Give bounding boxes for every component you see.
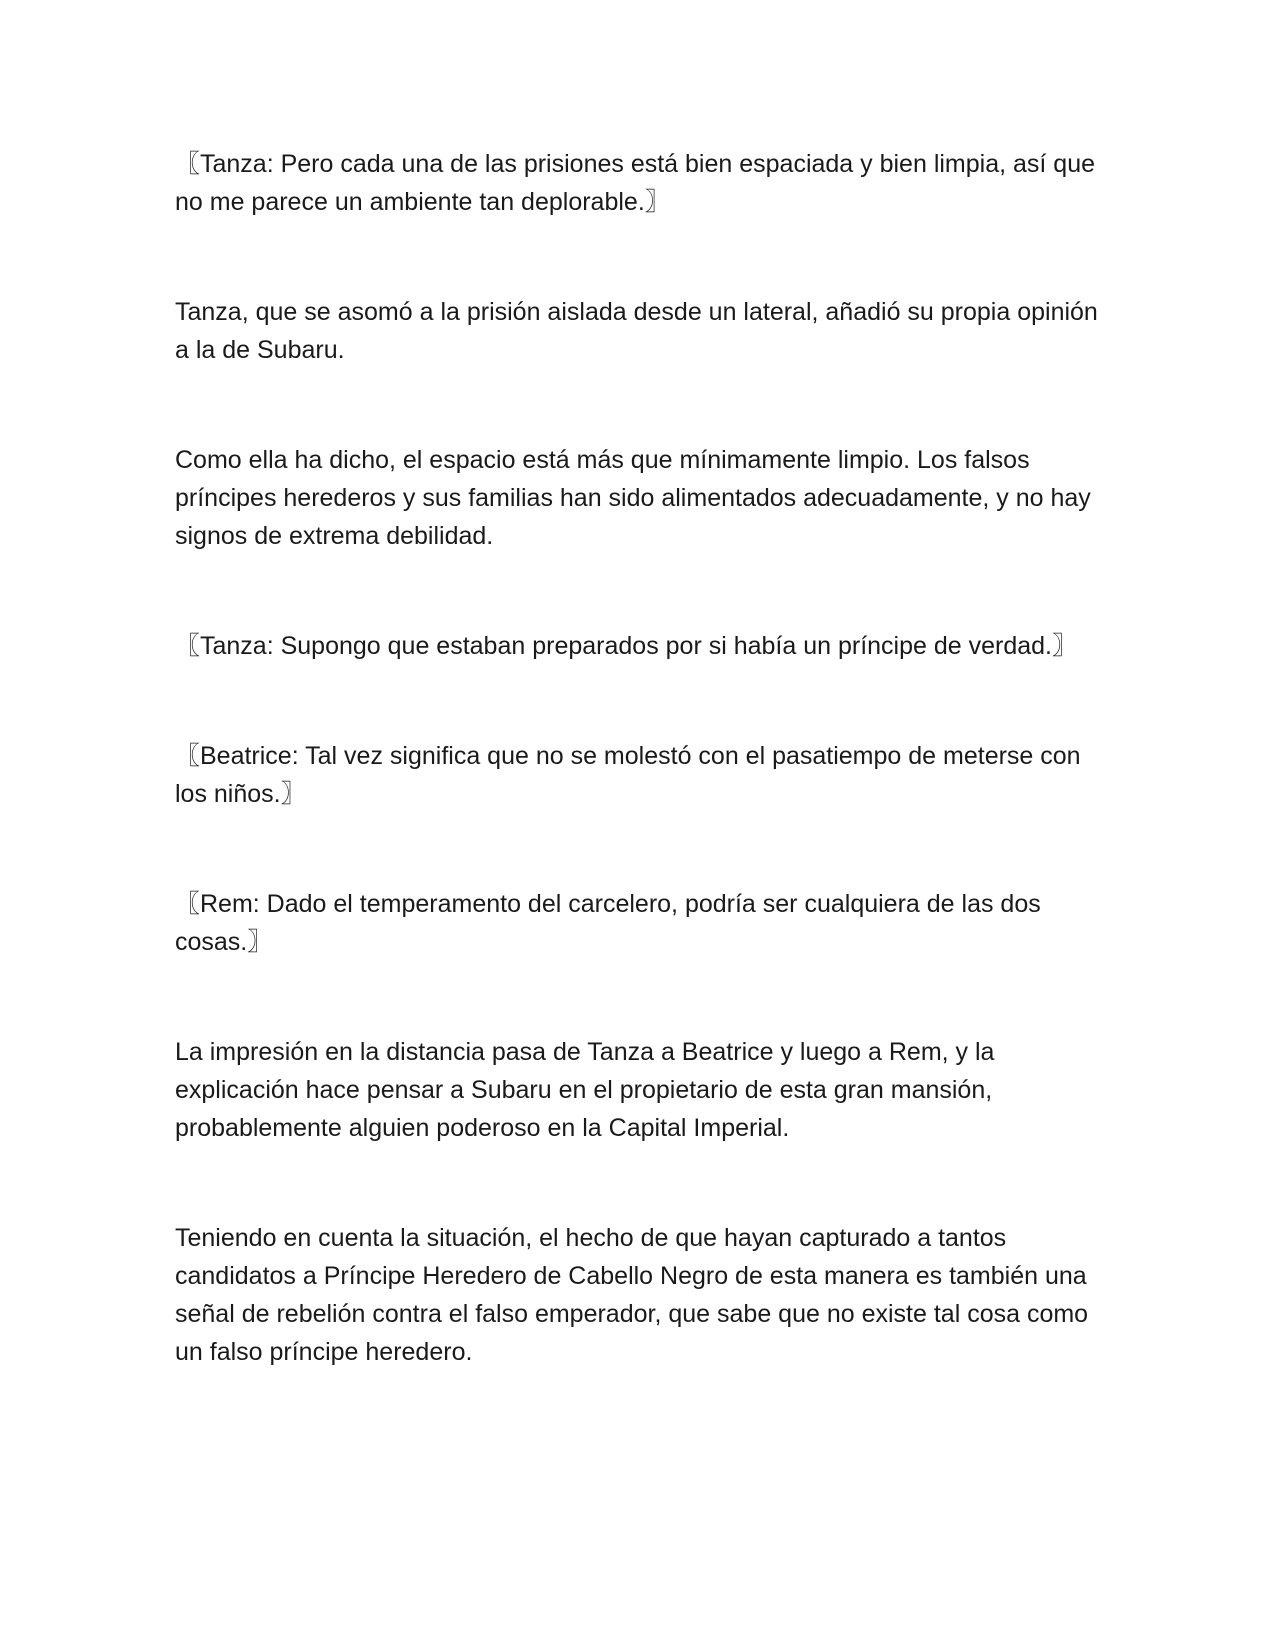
dialogue-paragraph: 〖Beatrice: Tal vez significa que no se molestó con el pasatiempo de meterse con los niños.〗	[175, 742, 1081, 808]
narration-paragraph: Como ella ha dicho, el espacio está más que mínimamente limpio. Los falsos príncipes herederos y sus familias han sido alimentados adecuadamente, y no hay signos de extrema debilidad.	[175, 446, 1091, 550]
document-body	[175, 145, 1115, 1371]
dialogue-paragraph: 〖Tanza: Supongo que estaban preparados por si había un príncipe de verdad.〗	[175, 632, 1078, 660]
narration-paragraph: Tanza, que se asomó a la prisión aislada desde un lateral, añadió su propia opinión a la de Subaru.	[175, 298, 1098, 364]
narration-paragraph: Teniendo en cuenta la situación, el hecho de que hayan capturado a tantos candidatos a Príncipe Heredero de Cabello Negro de esta manera es también una señal de rebelión contra el falso emperador, que sabe que no existe tal cosa como un falso príncipe heredero.	[175, 1224, 1089, 1366]
dialogue-paragraph: 〖Rem: Dado el temperamento del carcelero, podría ser cualquiera de las dos cosas.〗	[175, 890, 1041, 956]
dialogue-paragraph: 〖Tanza: Pero cada una de las prisiones está bien espaciada y bien limpia, así que no me parece un ambiente tan deplorable.〗	[175, 150, 1096, 216]
narration-paragraph: La impresión en la distancia pasa de Tanza a Beatrice y luego a Rem, y la explicación hace pensar a Subaru en el propietario de esta gran mansión, probablemente alguien poderoso en la Capital Imperial.	[175, 1038, 995, 1142]
